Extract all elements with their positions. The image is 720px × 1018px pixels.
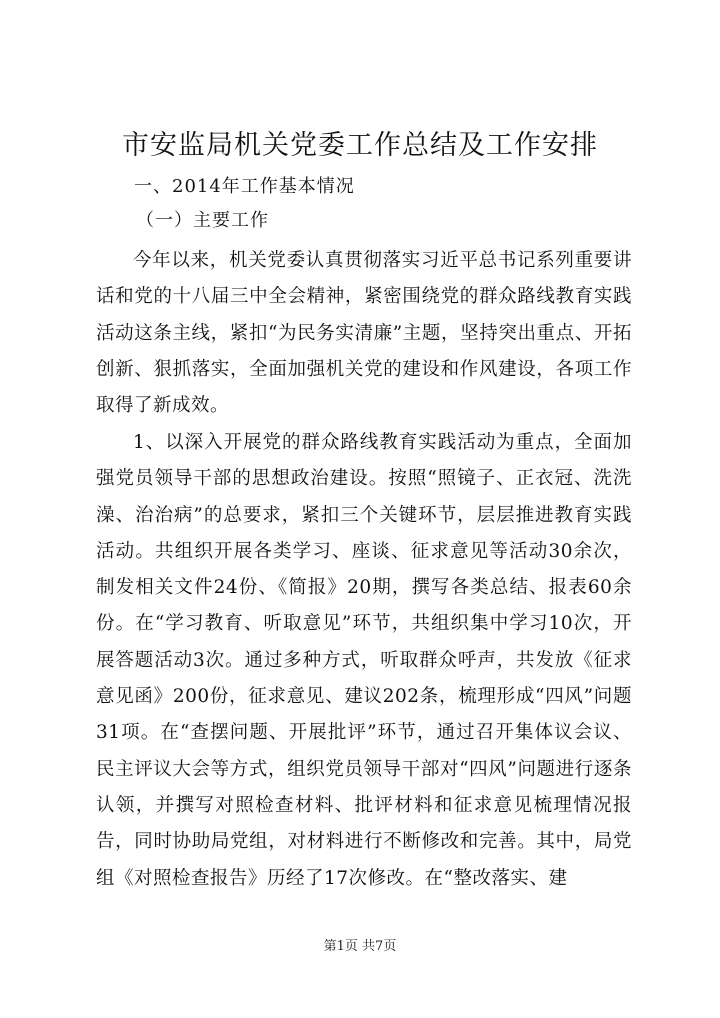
body-paragraph: 今年以来，机关党委认真贯彻落实习近平总书记系列重要讲话和党的十八届三中全会精神，紧密围绕党的群众路线教育实践活动这条主线，紧扣“为民务实清廉”主题，坚持突出重点、开拓创新、狠抓落实，全面加强机关党的建设和作风建设，各项工作取得了新成效。: [96, 250, 632, 417]
document-title: 市安监局机关党委工作总结及工作安排: [122, 130, 598, 161]
subsection-heading: （一）主要工作: [136, 210, 269, 231]
section-heading: 一、2014年工作基本情况: [134, 176, 355, 197]
body-paragraph: 1、以深入开展党的群众路线教育实践活动为重点，全面加强党员领导干部的思想政治建设。按照“照镜子、正衣冠、洗洗澡、治治病”的总要求，紧扣三个关键环节，层层推进教育实践活动。共组织开展各类学习、座谈、征求意见等活动30余次，制发相关文件24份、《简报》20期，撰写各类总结、报表60余份。在“学习教育、听取意见”环节，共组织集中学习10次，开展答题活动3次。通过多种方式，听取群众呼声，共发放《征求意见函》200份，征求意见、建议202条，梳理形成“四风”问题31项。在“查摆问题、开展批评”环节，通过召开集体议会议、民主评议大会等方式，组织党员领导干部对“四风”问题进行逐条认领，并撰写对照检查材料、批评材料和征求意见梳理情况报告，同时协助局党组，对材料进行不断修改和完善。其中，局党组《对照检查报告》历经了17次修改。在“整改落实、建: [96, 432, 632, 889]
page-footer: 第1页 共7页: [323, 939, 397, 954]
